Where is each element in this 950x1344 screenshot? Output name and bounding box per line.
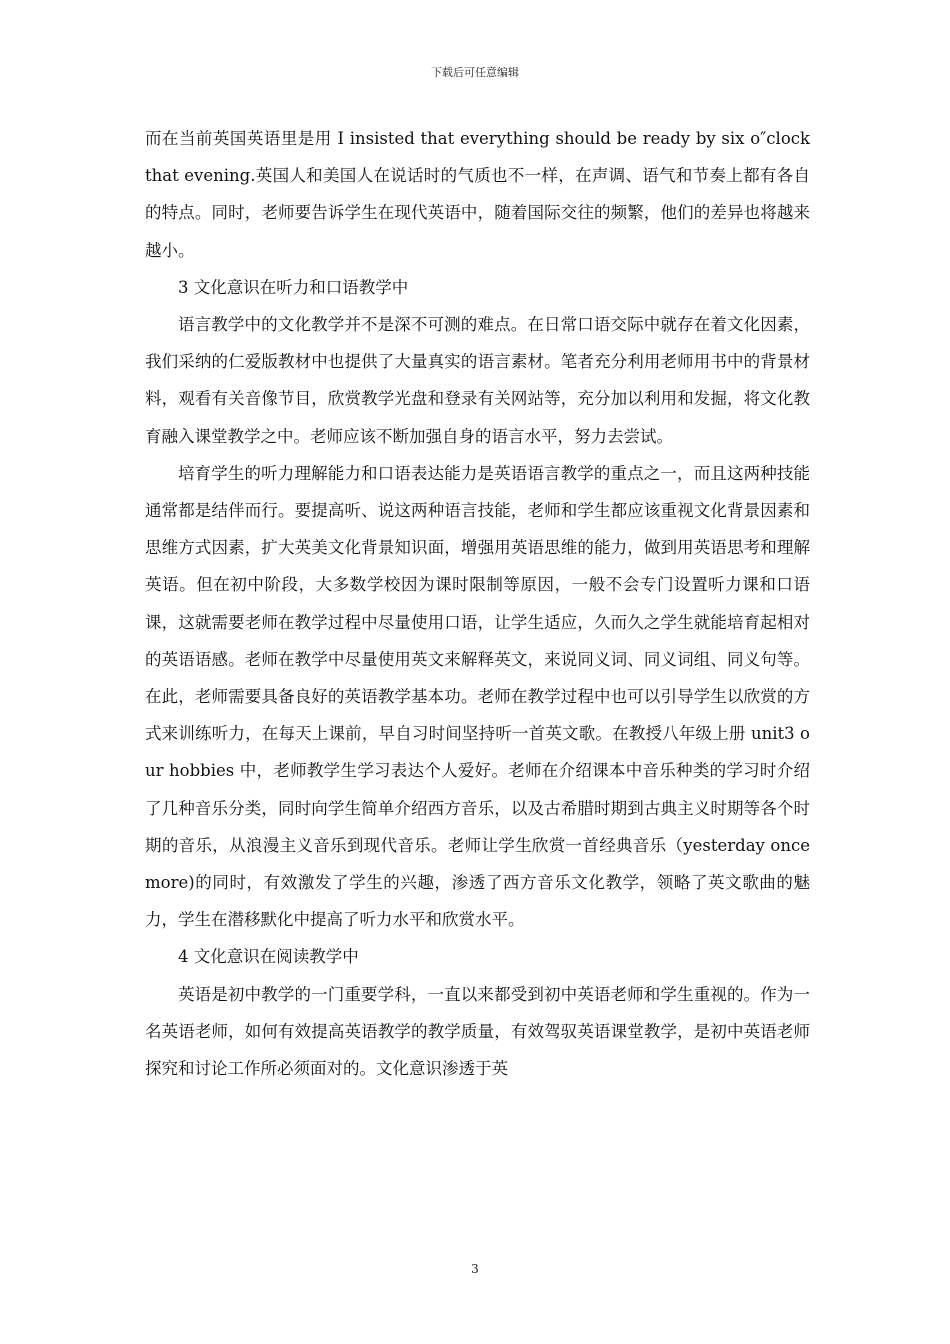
- body-text: [145, 120, 810, 1087]
- paragraph-reading: 英语是初中教学的一门重要学科，一直以来都受到初中英语老师和学生重视的。作为一名英语老师，如何有效提高英语教学的教学质量，有效驾驭英语课堂教学，是初中英语老师探究和讨论工作所必须面对的。文化意识渗透于英: [145, 984, 810, 1079]
- paragraph-intro: 而在当前英国英语里是用 I insisted that everything should be ready by six o″clock that evening.英国人和美国人在说话时的气质也不一样，在声调、语气和节奏上都有各自的特点。同时，老师要告诉学生在现代英语中，随着国际交往的频繁，他们的差异也将越来越小。: [145, 129, 810, 260]
- paragraph-culture-teaching: 语言教学中的文化教学并不是深不可测的难点。在日常口语交际中就存在着文化因素，我们采纳的仁爱版教材中也提供了大量真实的语言素材。笔者充分利用老师用书中的背景材料，观看有关音像节目，欣赏教学光盘和登录有关网站等，充分加以利用和发掘，将文化教育融入课堂教学之中。老师应该不断加强自身的语言水平，努力去尝试。: [145, 315, 810, 446]
- section-heading-4: 4 文化意识在阅读教学中: [178, 947, 359, 967]
- page-number: 3: [471, 1262, 479, 1276]
- page-header: 下载后可任意编辑: [431, 66, 519, 79]
- section-heading-3: 3 文化意识在听力和口语教学中: [178, 277, 409, 297]
- paragraph-listening-speaking: 培育学生的听力理解能力和口语表达能力是英语语言教学的重点之一，而且这两种技能通常都是结伴而行。要提高听、说这两种语言技能，老师和学生都应该重视文化背景因素和思维方式因素，扩大英美文化背景知识面，增强用英语思维的能力，做到用英语思考和理解英语。但在初中阶段，大多数学校因为课时限制等原因，一般不会专门设置听力课和口语课，这就需要老师在教学过程中尽量使用口语，让学生适应，久而久之学生就能培育起相对的英语语感。老师在教学中尽量使用英文来解释英文，来说同义词、同义词组、同义句等。在此，老师需要具备良好的英语教学基本功。老师在教学过程中也可以引导学生以欣赏的方式来训练听力，在每天上课前，早自习时间坚持听一首英文歌。在教授八年级上册 unit3 our hobbies 中，老师教学生学习表达个人爱好。老师在介绍课本中音乐种类的学习时介绍了几种音乐分类，同时向学生简单介绍西方音乐，以及古希腊时期到古典主义时期等各个时期的音乐，从浪漫主义音乐到现代音乐。老师让学生欣赏一首经典音乐（yesterday once more)的同时，有效激发了学生的兴趣，渗透了西方音乐文化教学，领略了英文歌曲的魅力，学生在潜移默化中提高了听力水平和欣赏水平。: [145, 463, 810, 930]
